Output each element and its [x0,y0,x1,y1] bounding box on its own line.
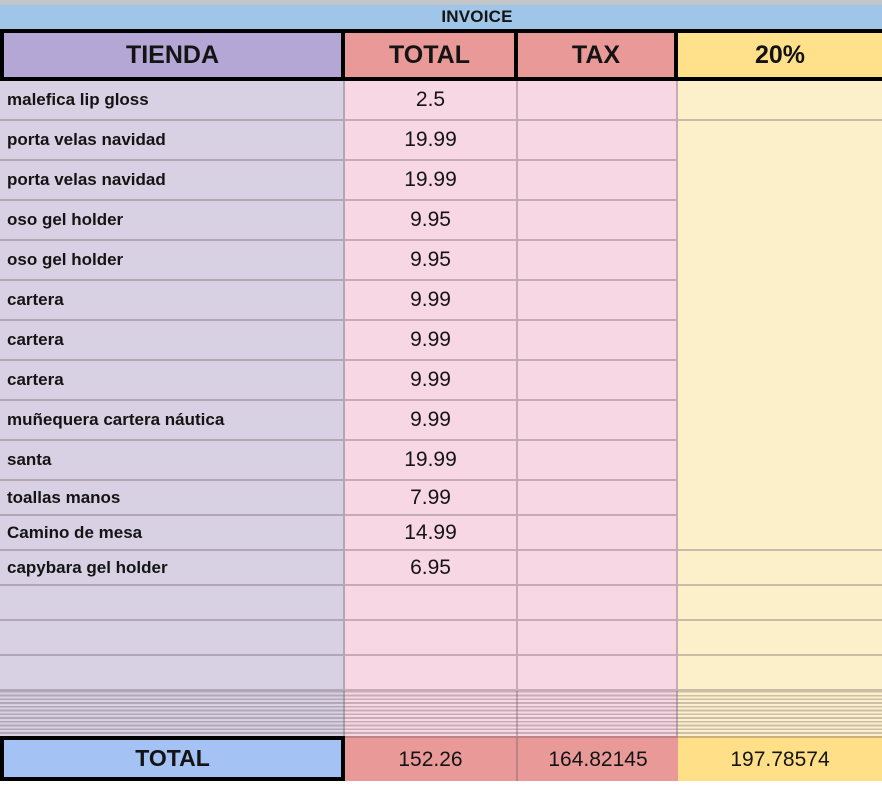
summary-total-value[interactable]: 152.26 [345,736,518,781]
item-name-cell[interactable]: toallas manos [0,481,345,516]
table-row [0,201,678,241]
item-total-cell[interactable]: 19.99 [345,441,518,481]
pct-cell[interactable] [678,81,882,121]
item-total-cell[interactable]: 19.99 [345,161,518,201]
item-total-cell[interactable]: 19.99 [345,121,518,161]
table-row [0,81,678,121]
summary-20pct-value[interactable]: 197.78574 [678,736,882,781]
pct-cell[interactable] [678,551,882,586]
item-name-cell[interactable]: porta velas navidad [0,161,345,201]
item-name-cell[interactable]: porta velas navidad [0,121,345,161]
summary-row [0,736,882,781]
item-name-cell[interactable]: Camino de mesa [0,516,345,551]
collapsed-rows-total [345,691,518,736]
item-tax-cell[interactable] [518,241,678,281]
item-tax-cell[interactable] [518,481,678,516]
collapsed-rows-pct [678,691,882,736]
item-name-cell[interactable]: malefica lip gloss [0,81,345,121]
item-total-cell[interactable]: 9.99 [345,361,518,401]
summary-total-label[interactable]: TOTAL [0,736,345,781]
item-tax-cell[interactable] [518,551,678,586]
item-total-cell[interactable]: 7.99 [345,481,518,516]
table-row [0,321,678,361]
item-tax-cell[interactable] [518,401,678,441]
item-name-cell[interactable] [0,621,345,656]
item-total-cell[interactable]: 6.95 [345,551,518,586]
pct-column [678,81,882,691]
table-row [0,551,678,586]
table-body [0,81,882,691]
item-total-cell[interactable]: 9.99 [345,281,518,321]
table-row [0,361,678,401]
item-tax-cell[interactable] [518,621,678,656]
table-row [0,241,678,281]
pct-merged-cell[interactable] [678,121,882,551]
table-row [0,401,678,441]
collapsed-rows-band[interactable] [0,691,882,736]
collapsed-rows-tax [518,691,678,736]
item-name-cell[interactable]: muñequera cartera náutica [0,401,345,441]
item-total-cell[interactable]: 2.5 [345,81,518,121]
collapsed-rows-tienda [0,691,345,736]
item-name-cell[interactable]: oso gel holder [0,201,345,241]
item-total-cell[interactable] [345,586,518,621]
item-tax-cell[interactable] [518,321,678,361]
item-tax-cell[interactable] [518,81,678,121]
header-20pct[interactable]: 20% [678,33,882,77]
table-row [0,161,678,201]
item-tax-cell[interactable] [518,441,678,481]
item-total-cell[interactable]: 9.95 [345,241,518,281]
item-name-cell[interactable]: cartera [0,321,345,361]
item-tax-cell[interactable] [518,586,678,621]
item-total-cell[interactable] [345,656,518,691]
table-row [0,586,678,621]
table-row [0,281,678,321]
item-tax-cell[interactable] [518,201,678,241]
item-tax-cell[interactable] [518,656,678,691]
table-row [0,621,678,656]
item-tax-cell[interactable] [518,161,678,201]
item-name-cell[interactable]: oso gel holder [0,241,345,281]
item-total-cell[interactable]: 9.99 [345,401,518,441]
item-name-cell[interactable] [0,586,345,621]
invoice-title: INVOICE [441,7,513,26]
item-total-cell[interactable] [345,621,518,656]
item-total-cell[interactable]: 9.95 [345,201,518,241]
header-total[interactable]: TOTAL [345,33,518,77]
pct-cell[interactable] [678,621,882,656]
table-row [0,656,678,691]
column-header-row [0,33,882,81]
item-name-cell[interactable]: santa [0,441,345,481]
item-name-cell[interactable] [0,656,345,691]
invoice-title-cell[interactable] [0,5,882,33]
table-row [0,441,678,481]
pct-cell[interactable] [678,656,882,691]
item-name-cell[interactable]: capybara gel holder [0,551,345,586]
item-name-cell[interactable]: cartera [0,361,345,401]
header-tax[interactable]: TAX [518,33,678,77]
table-row [0,516,678,551]
item-tax-cell[interactable] [518,361,678,401]
item-tax-cell[interactable] [518,281,678,321]
item-name-cell[interactable]: cartera [0,281,345,321]
item-total-cell[interactable]: 9.99 [345,321,518,361]
pct-cell[interactable] [678,586,882,621]
summary-tax-value[interactable]: 164.82145 [518,736,678,781]
table-row [0,481,678,516]
item-tax-cell[interactable] [518,516,678,551]
item-total-cell[interactable]: 14.99 [345,516,518,551]
item-tax-cell[interactable] [518,121,678,161]
table-row [0,121,678,161]
header-tienda[interactable]: TIENDA [0,33,345,77]
